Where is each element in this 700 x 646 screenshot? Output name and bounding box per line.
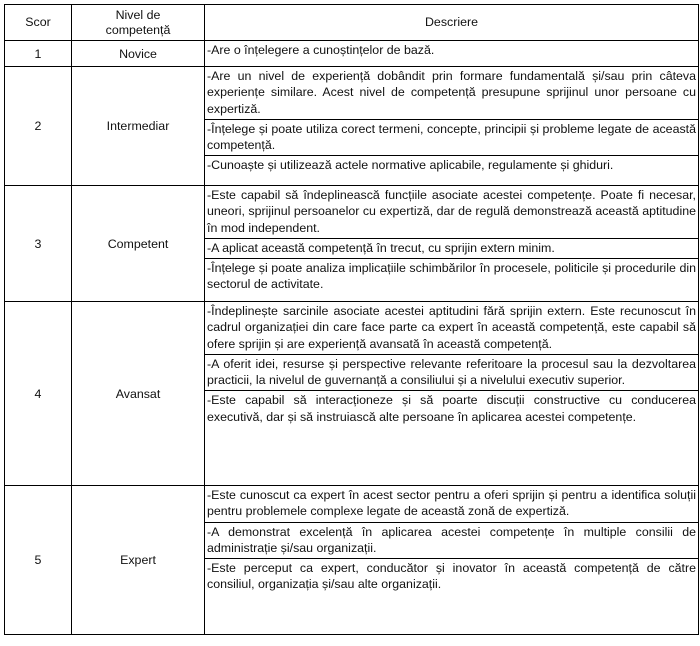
description-item: -Înțelege și poate utiliza corect termeni, concepte, principii și probleme legate de această competență. [205, 119, 698, 156]
description-cell [205, 41, 699, 67]
description-item: -Îndeplinește sarcinile asociate acestei aptitudini fără sprijin extern. Este recunoscut în cadrul organizației din care face parte ca expert în această competență, este capabil să ofere sprijin și are experiență avansată în această competență. [207, 304, 696, 351]
table-row [5, 67, 699, 186]
description-item: -Înțelege și poate analiza implicațiile schimbărilor în procesele, politicile și procedurile din sectorul de activitate. [205, 258, 698, 295]
description-item: -Este perceput ca expert, conducător și inovator în această competență de către consiliul, organizația și/sau alte organizații. [205, 558, 698, 595]
description-item: -A demonstrat excelență în aplicarea acestei competențe în multiple consilii de administrație și/sau organizații. [205, 522, 698, 559]
description-cell [205, 486, 699, 635]
table-row [5, 302, 699, 486]
score-cell: 2 [5, 67, 72, 186]
level-cell: Expert [72, 486, 205, 635]
header-level [72, 5, 205, 41]
competency-table [4, 4, 699, 635]
description-item: -A oferit idei, resurse și perspective relevante referitoare la procesul sau la dezvoltarea practicii, la nivelul de guvernanță a consiliului și a nivelului executiv superior. [205, 354, 698, 391]
description-cell [205, 186, 699, 302]
description-item: -Cunoaște și utilizează actele normative aplicabile, regulamente și ghiduri. [205, 155, 698, 175]
table-row [5, 186, 699, 302]
level-cell: Novice [72, 41, 205, 67]
level-cell: Competent [72, 186, 205, 302]
table-row [5, 486, 699, 635]
score-cell: 4 [5, 302, 72, 486]
table-row [5, 41, 699, 67]
table-header-row [5, 5, 699, 41]
description-item: -Este cunoscut ca expert în acest sector pentru a oferi sprijin și pentru a identifica soluții pentru problemele complexe legate de această zonă de expertiză. [207, 488, 696, 519]
header-description: Descriere [205, 5, 699, 41]
score-cell: 1 [5, 41, 72, 67]
description-item: -Este capabil să interacționeze și să poarte discuții constructive cu conducerea executivă, dar și să instruiască alte persoane în aplicarea acestei competențe. [205, 390, 698, 427]
description-item: -Are un nivel de experiență dobândit prin formare fundamentală și/sau prin câteva experiențe similare. Acest nivel de competență presupune sprijinul unor persoane cu expertiză. [207, 69, 696, 116]
header-level-text: Nivel de competență [105, 7, 171, 37]
description-item: -Este capabil să îndeplinească funcțiile asociate acestei competențe. Poate fi necesar, uneori, sprijinul persoanelor cu expertiză, dar de regulă demonstrează această aptitudine în mod independent. [207, 188, 696, 235]
score-cell: 3 [5, 186, 72, 302]
description-cell [205, 302, 699, 486]
level-cell: Avansat [72, 302, 205, 486]
level-cell: Intermediar [72, 67, 205, 186]
description-cell [205, 67, 699, 186]
description-item: -Are o înțelegere a cunoștințelor de bază. [207, 43, 435, 57]
description-item: -A aplicat această competență în trecut, cu sprijin extern minim. [205, 238, 698, 258]
score-cell: 5 [5, 486, 72, 635]
header-score: Scor [5, 5, 72, 41]
